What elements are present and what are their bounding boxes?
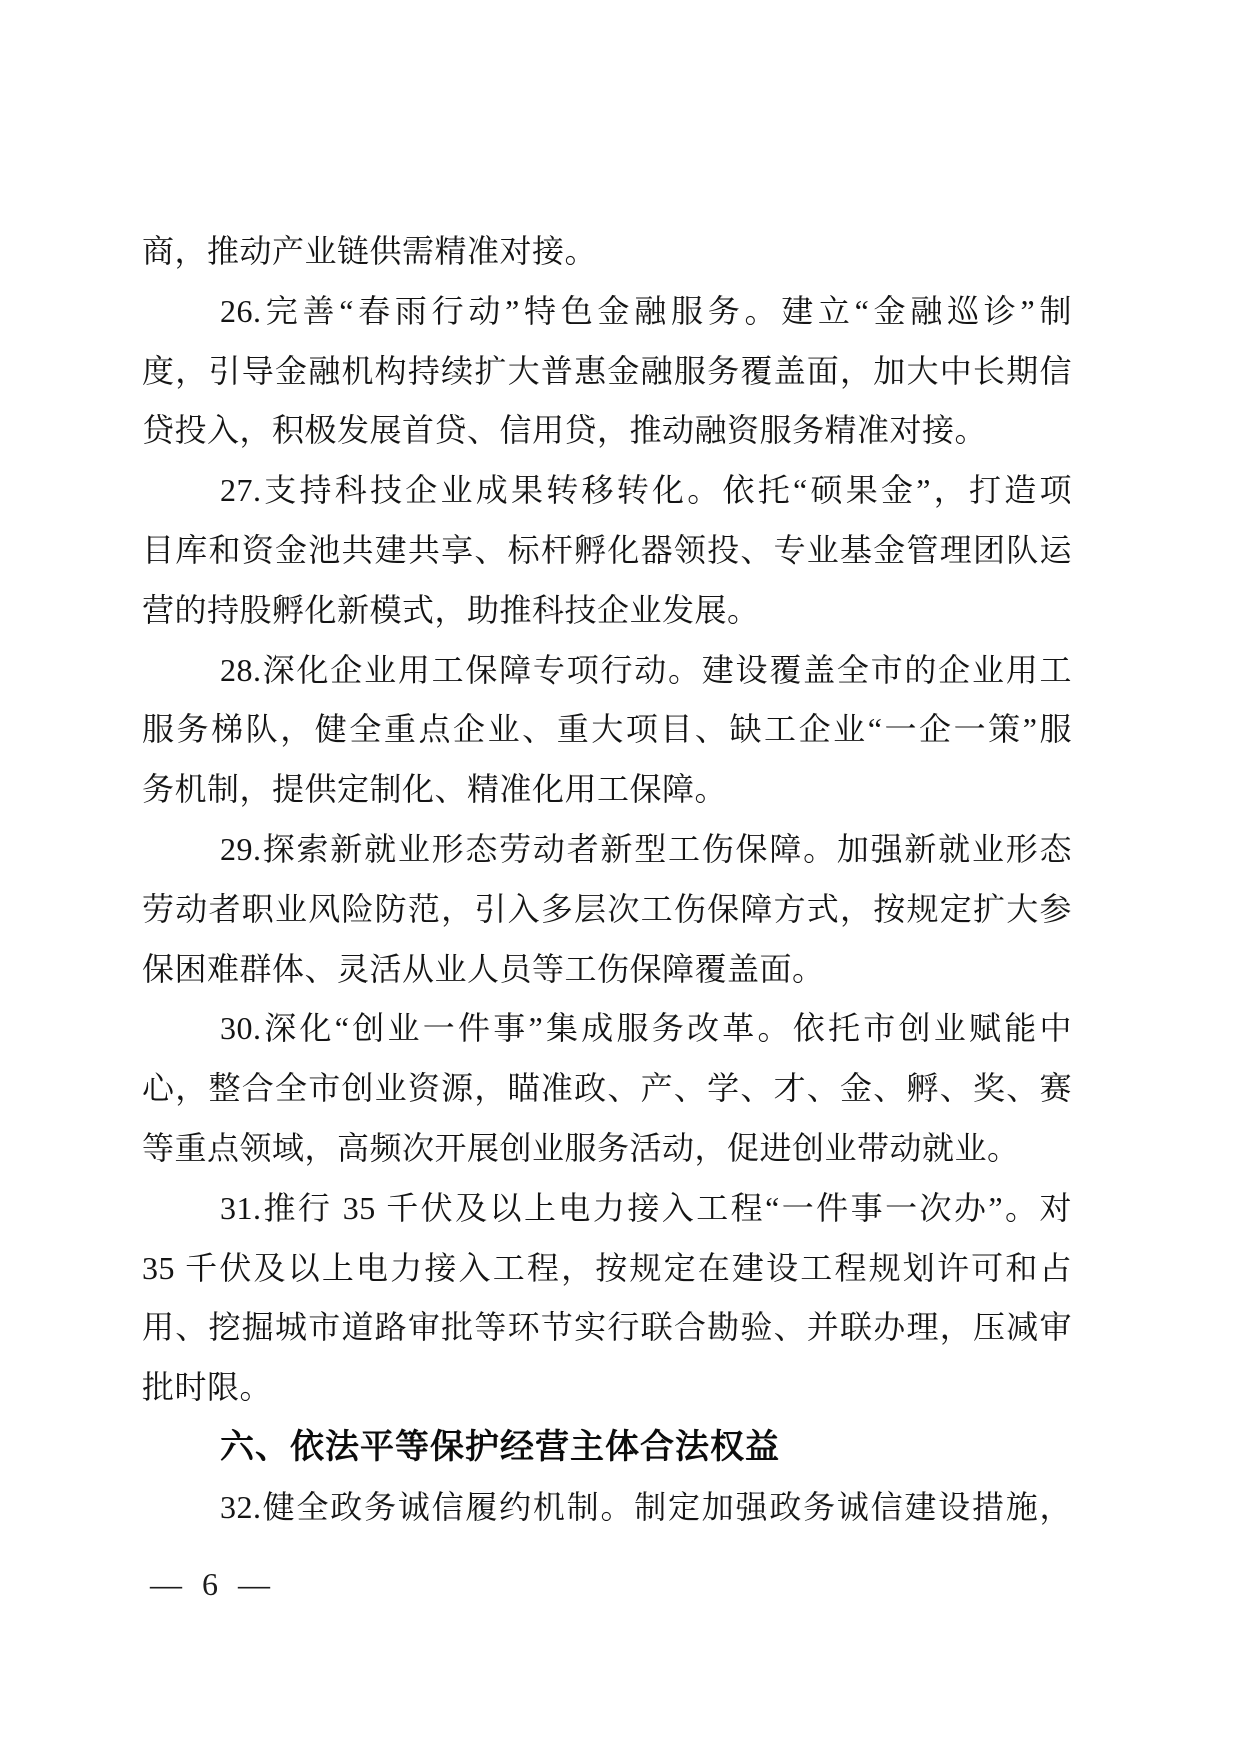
text-line: 27.支持科技企业成果转移转化。依托“硕果金”，打造项 xyxy=(220,472,1072,509)
text-line: 用、挖掘城市道路审批等环节实行联合勘验、并联办理，压减审 xyxy=(142,1309,1072,1346)
text-line: 31.推行 35 千伏及以上电力接入工程“一件事一次办”。对 xyxy=(220,1189,1072,1226)
text-line: 批时限。 xyxy=(142,1369,273,1406)
text-line: 商，推动产业链供需精准对接。 xyxy=(142,233,598,269)
section-heading: 六、依法平等保护经营主体合法权益 xyxy=(220,1427,780,1466)
text-line: 29.探索新就业形态劳动者新型工伤保障。加强新就业形态 xyxy=(220,830,1072,867)
text-line: 务机制，提供定制化、精准化用工保障。 xyxy=(142,771,728,808)
text-line: 32.健全政务诚信履约机制。制定加强政务诚信建设措施， xyxy=(220,1488,1072,1525)
text-line: 等重点领域，高频次开展创业服务活动，促进创业带动就业。 xyxy=(142,1129,1020,1166)
text-line: 26.完善“春雨行动”特色金融服务。建立“金融巡诊”制 xyxy=(220,292,1072,329)
text-line: 劳动者职业风险防范，引入多层次工伤保障方式，按规定扩大参 xyxy=(142,890,1072,927)
text-line: 35 千伏及以上电力接入工程，按规定在建设工程规划许可和占 xyxy=(142,1249,1072,1286)
text-line: 心，整合全市创业资源，瞄准政、产、学、才、金、孵、奖、赛 xyxy=(142,1070,1072,1107)
document-body xyxy=(142,222,1072,1538)
text-line: 度，引导金融机构持续扩大普惠金融服务覆盖面，加大中长期信 xyxy=(142,352,1072,389)
page-number: — 6 — xyxy=(150,1566,276,1602)
text-line: 目库和资金池共建共享、标杆孵化器领投、专业基金管理团队运 xyxy=(142,531,1072,568)
text-line: 服务梯队，健全重点企业、重大项目、缺工企业“一企一策”服 xyxy=(142,711,1072,748)
text-line: 贷投入，积极发展首贷、信用贷，推动融资服务精准对接。 xyxy=(142,412,988,449)
text-line: 保困难群体、灵活从业人员等工伤保障覆盖面。 xyxy=(142,950,825,987)
text-line: 营的持股孵化新模式，助推科技企业发展。 xyxy=(142,591,760,628)
text-line: 28.深化企业用工保障专项行动。建设覆盖全市的企业用工 xyxy=(220,651,1072,688)
text-line: 30.深化“创业一件事”集成服务改革。依托市创业赋能中 xyxy=(220,1010,1072,1047)
